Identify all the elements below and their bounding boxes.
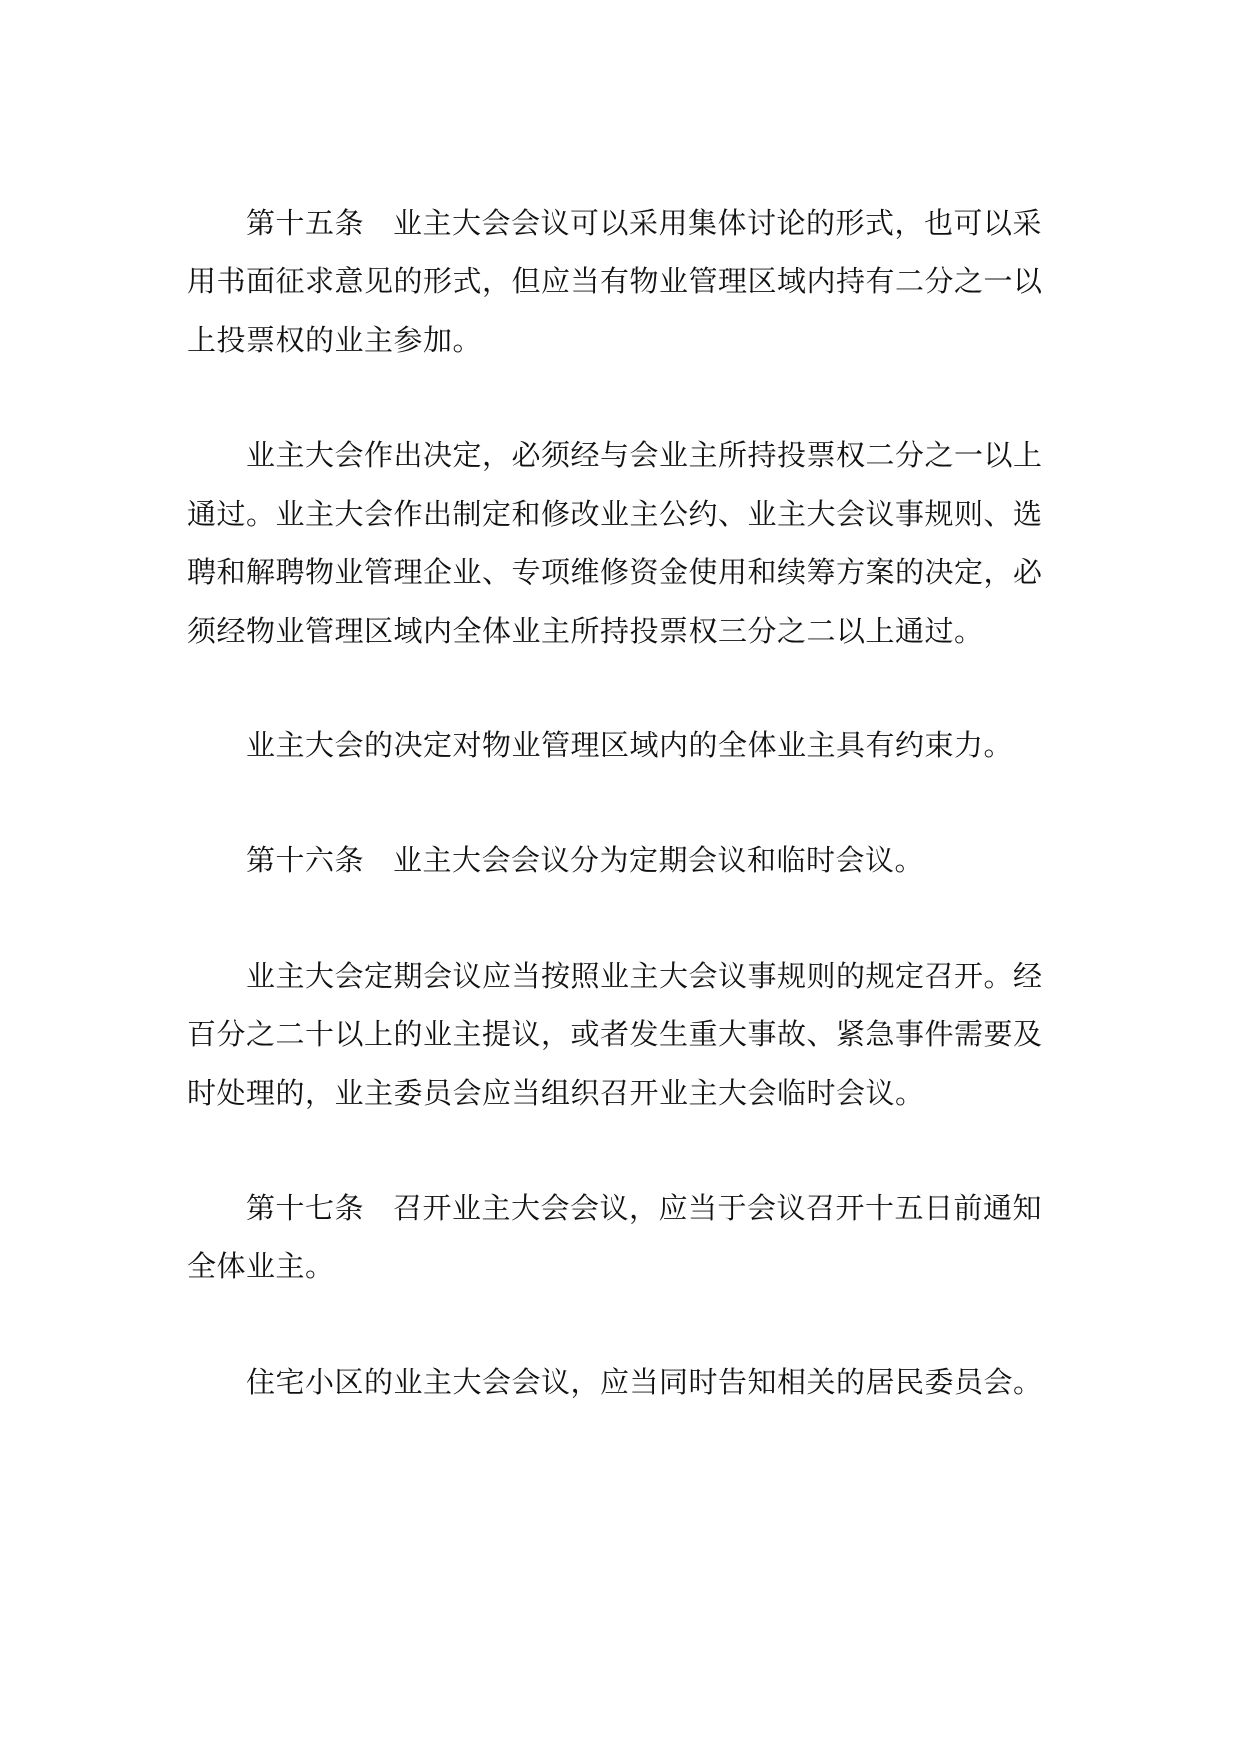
paragraph-decision-line-2: 通过。业主大会作出制定和修改业主公约、业主大会议事规则、选 [187,497,1043,531]
article-15-label: 第十五条 [246,206,365,240]
paragraph-meetings-line-2: 百分之二十以上的业主提议，或者发生重大事故、紧急事件需要及 [187,1017,1043,1051]
paragraph-notify-line-1: 住宅小区的业主大会会议，应当同时告知相关的居民委员会。 [246,1365,1043,1399]
article-15-text-1: 业主大会会议可以采用集体讨论的形式，也可以采 [393,206,1043,240]
article-16-text-1: 业主大会会议分为定期会议和临时会议。 [393,843,925,877]
article-15-line-3: 上投票权的业主参加。 [187,323,483,357]
paragraph-decision-line-3: 聘和解聘物业管理企业、专项维修资金使用和续筹方案的决定，必 [187,555,1043,589]
article-16-label: 第十六条 [246,843,365,877]
paragraph-meetings-line-3: 时处理的，业主委员会应当组织召开业主大会临时会议。 [187,1076,925,1110]
article-17-text-1: 召开业主大会会议，应当于会议召开十五日前通知 [393,1191,1043,1225]
article-16-line-1 [246,840,1035,880]
paragraph-meetings-line-1: 业主大会定期会议应当按照业主大会议事规则的规定召开。经 [246,959,1043,993]
paragraph-decision-line-4: 须经物业管理区域内全体业主所持投票权三分之二以上通过。 [187,614,984,648]
article-15-line-1 [246,203,1043,243]
article-17-line-2: 全体业主。 [187,1249,335,1283]
article-17-line-1 [246,1188,1043,1228]
paragraph-decision-line-1: 业主大会作出决定，必须经与会业主所持投票权二分之一以上 [246,438,1043,472]
paragraph-binding-line-1: 业主大会的决定对物业管理区域内的全体业主具有约束力。 [246,728,1014,762]
article-15-line-2: 用书面征求意见的形式，但应当有物业管理区域内持有二分之一以 [187,264,1043,298]
article-17-label: 第十七条 [246,1191,365,1225]
